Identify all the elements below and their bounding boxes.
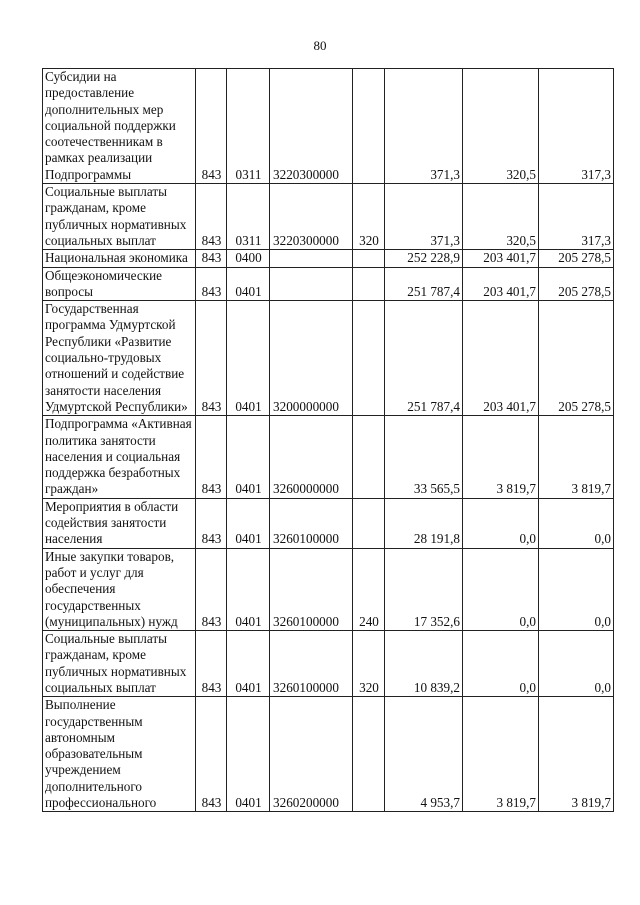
amount-year-2-cell: 3 819,7 [463, 697, 539, 812]
section-code-cell: 0401 [227, 416, 270, 498]
amount-year-1-cell: 252 228,9 [385, 250, 463, 267]
target-article-cell: 3220300000 [270, 69, 353, 184]
amount-year-3-cell: 317,3 [539, 69, 614, 184]
table-row [43, 498, 614, 548]
target-article-cell: 3260100000 [270, 498, 353, 548]
expense-type-cell [353, 697, 385, 812]
amount-year-2-cell: 0,0 [463, 548, 539, 630]
section-code-cell: 0401 [227, 498, 270, 548]
expense-type-cell: 240 [353, 548, 385, 630]
row-name-cell: Иные закупки товаров, работ и услуг для обеспечения государственных (муниципальных) нужд [43, 548, 196, 630]
row-name-cell: Субсидии на предоставление дополнительных мер социальной поддержки соотечественникам в рамках реализации Подпрограммы [43, 69, 196, 184]
amount-year-3-cell: 0,0 [539, 498, 614, 548]
amount-year-2-cell: 203 401,7 [463, 301, 539, 416]
amount-year-2-cell: 203 401,7 [463, 267, 539, 301]
expense-type-cell: 320 [353, 631, 385, 697]
table-row [43, 301, 614, 416]
amount-year-3-cell: 0,0 [539, 548, 614, 630]
amount-year-1-cell: 251 787,4 [385, 267, 463, 301]
ministry-code-cell: 843 [196, 697, 227, 812]
amount-year-3-cell: 205 278,5 [539, 250, 614, 267]
expense-type-cell [353, 416, 385, 498]
target-article-cell [270, 250, 353, 267]
section-code-cell: 0401 [227, 548, 270, 630]
row-name-cell: Общеэкономические вопросы [43, 267, 196, 301]
ministry-code-cell: 843 [196, 69, 227, 184]
table-row [43, 631, 614, 697]
ministry-code-cell: 843 [196, 416, 227, 498]
section-code-cell: 0400 [227, 250, 270, 267]
expense-type-cell [353, 267, 385, 301]
expense-type-cell [353, 69, 385, 184]
ministry-code-cell: 843 [196, 548, 227, 630]
amount-year-2-cell: 320,5 [463, 69, 539, 184]
section-code-cell: 0311 [227, 184, 270, 250]
ministry-code-cell: 843 [196, 498, 227, 548]
amount-year-1-cell: 4 953,7 [385, 697, 463, 812]
amount-year-1-cell: 10 839,2 [385, 631, 463, 697]
amount-year-2-cell: 203 401,7 [463, 250, 539, 267]
target-article-cell: 3260200000 [270, 697, 353, 812]
target-article-cell: 3220300000 [270, 184, 353, 250]
amount-year-1-cell: 251 787,4 [385, 301, 463, 416]
ministry-code-cell: 843 [196, 631, 227, 697]
target-article-cell: 3260100000 [270, 631, 353, 697]
ministry-code-cell: 843 [196, 184, 227, 250]
table-row [43, 69, 614, 184]
amount-year-3-cell: 3 819,7 [539, 416, 614, 498]
amount-year-1-cell: 371,3 [385, 69, 463, 184]
row-name-cell: Государственная программа Удмуртской Республики «Развитие социально-трудовых отношений и содействие занятости населения Удмуртской Республики» [43, 301, 196, 416]
expense-type-cell [353, 301, 385, 416]
target-article-cell [270, 267, 353, 301]
section-code-cell: 0401 [227, 267, 270, 301]
row-name-cell: Социальные выплаты гражданам, кроме публичных нормативных социальных выплат [43, 184, 196, 250]
amount-year-3-cell: 205 278,5 [539, 267, 614, 301]
table-row [43, 184, 614, 250]
amount-year-1-cell: 17 352,6 [385, 548, 463, 630]
section-code-cell: 0401 [227, 631, 270, 697]
ministry-code-cell: 843 [196, 301, 227, 416]
target-article-cell: 3200000000 [270, 301, 353, 416]
section-code-cell: 0401 [227, 697, 270, 812]
amount-year-3-cell: 3 819,7 [539, 697, 614, 812]
table-row [43, 250, 614, 267]
expense-type-cell [353, 498, 385, 548]
section-code-cell: 0401 [227, 301, 270, 416]
table-row [43, 267, 614, 301]
amount-year-3-cell: 0,0 [539, 631, 614, 697]
amount-year-2-cell: 320,5 [463, 184, 539, 250]
amount-year-2-cell: 0,0 [463, 631, 539, 697]
ministry-code-cell: 843 [196, 250, 227, 267]
row-name-cell: Мероприятия в области содействия занятости населения [43, 498, 196, 548]
target-article-cell: 3260100000 [270, 548, 353, 630]
row-name-cell: Национальная экономика [43, 250, 196, 267]
amount-year-3-cell: 205 278,5 [539, 301, 614, 416]
table-row [43, 697, 614, 812]
row-name-cell: Выполнение государственным автономным образовательным учреждением дополнительного профессионального [43, 697, 196, 812]
amount-year-1-cell: 28 191,8 [385, 498, 463, 548]
amount-year-2-cell: 0,0 [463, 498, 539, 548]
amount-year-3-cell: 317,3 [539, 184, 614, 250]
expense-type-cell [353, 250, 385, 267]
table-row [43, 416, 614, 498]
row-name-cell: Подпрограмма «Активная политика занятости населения и социальная поддержка безработных граждан» [43, 416, 196, 498]
ministry-code-cell: 843 [196, 267, 227, 301]
row-name-cell: Социальные выплаты гражданам, кроме публичных нормативных социальных выплат [43, 631, 196, 697]
budget-table [42, 68, 614, 812]
section-code-cell: 0311 [227, 69, 270, 184]
expense-type-cell: 320 [353, 184, 385, 250]
table-row [43, 548, 614, 630]
page-number: 80 [313, 38, 327, 53]
target-article-cell: 3260000000 [270, 416, 353, 498]
amount-year-1-cell: 371,3 [385, 184, 463, 250]
amount-year-2-cell: 3 819,7 [463, 416, 539, 498]
amount-year-1-cell: 33 565,5 [385, 416, 463, 498]
